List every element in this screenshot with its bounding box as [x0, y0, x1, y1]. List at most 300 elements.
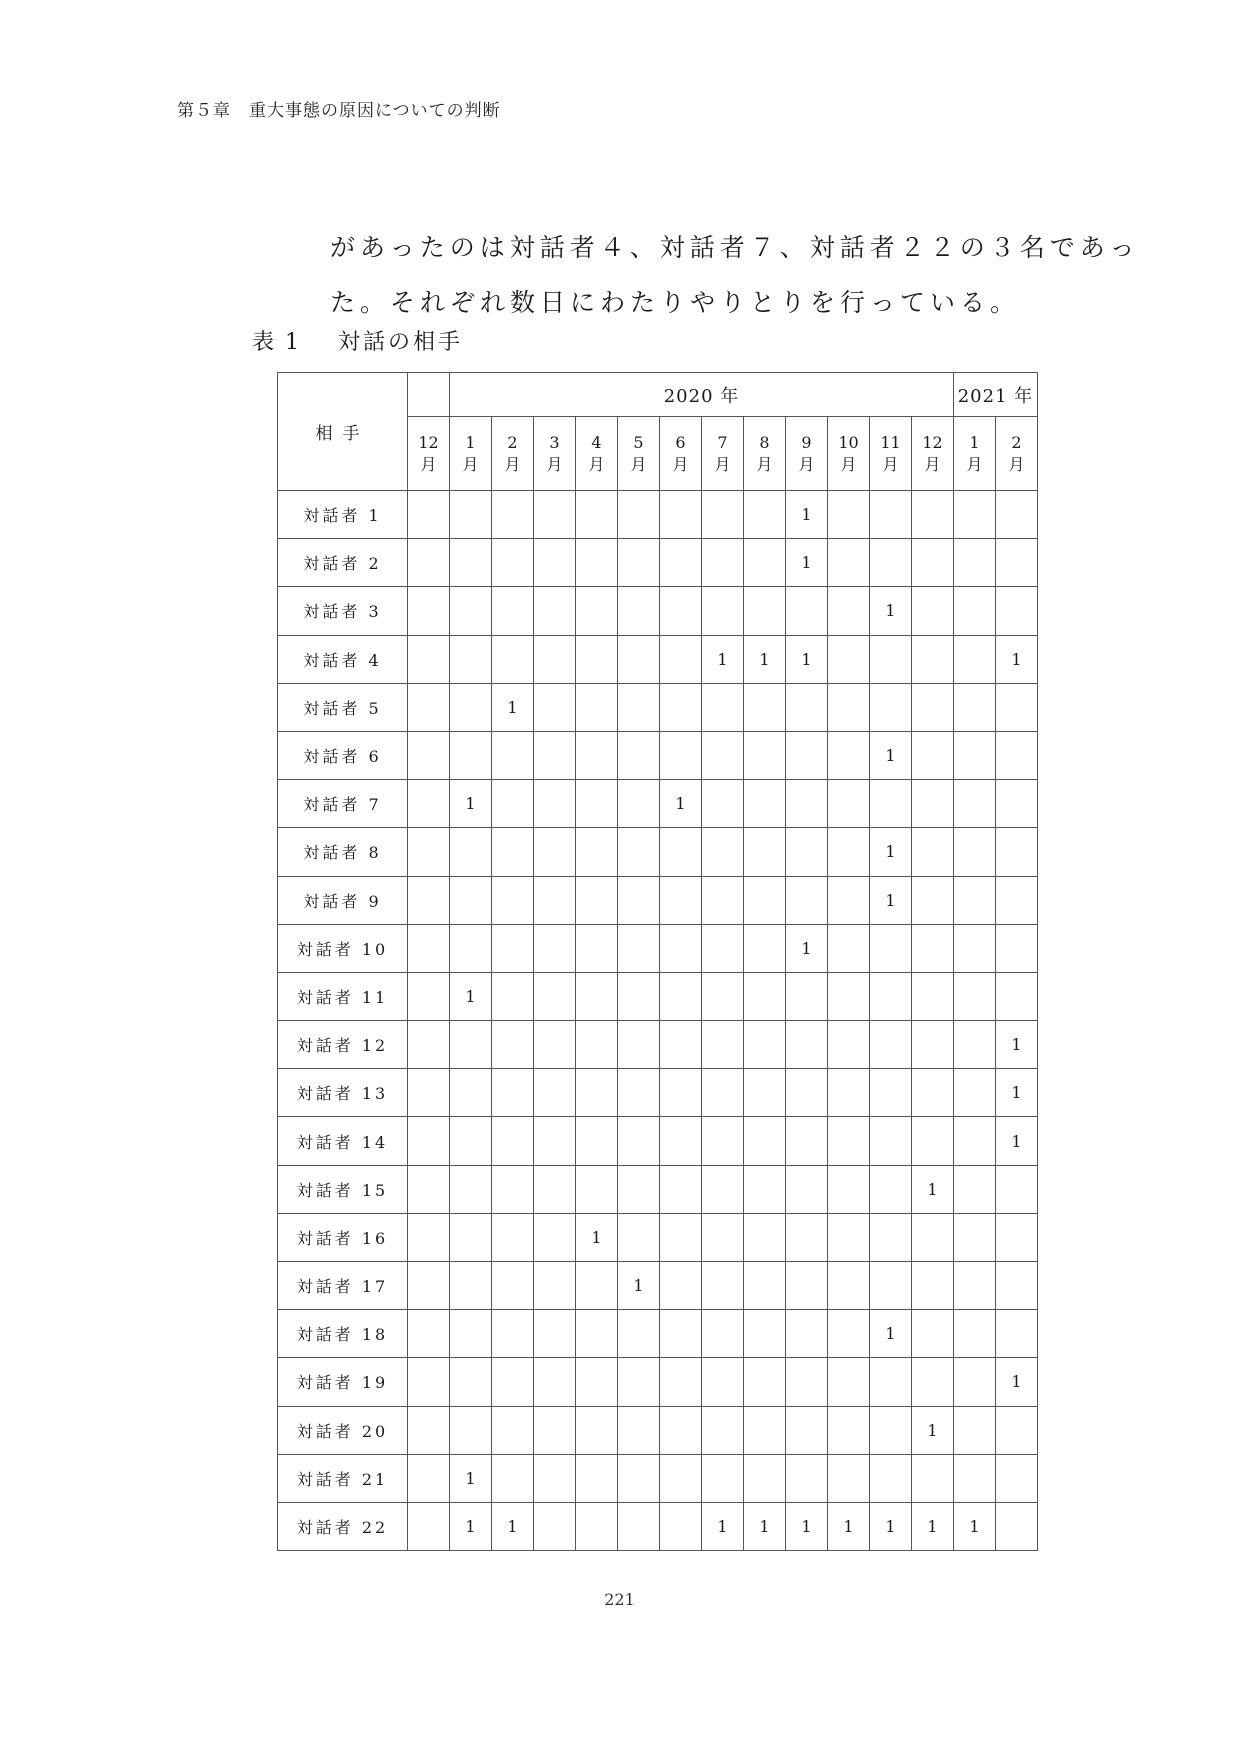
- count-cell: [870, 1262, 912, 1310]
- table-row: [278, 1213, 1038, 1261]
- count-cell: [534, 1262, 576, 1310]
- count-cell: 1: [996, 1117, 1038, 1165]
- table-row: [278, 1406, 1038, 1454]
- partner-name-cell: 対話者 16: [278, 1213, 408, 1261]
- count-cell: [996, 1406, 1038, 1454]
- partner-name-cell: 対話者 8: [278, 828, 408, 876]
- count-cell: [408, 972, 450, 1020]
- count-cell: [618, 828, 660, 876]
- count-cell: [702, 924, 744, 972]
- count-cell: [660, 1310, 702, 1358]
- count-cell: [534, 1406, 576, 1454]
- month-unit: 月: [714, 454, 731, 474]
- count-cell: [702, 972, 744, 1020]
- count-cell: [618, 1213, 660, 1261]
- count-cell: [450, 539, 492, 587]
- partner-name-cell: 対話者 12: [278, 1021, 408, 1069]
- count-cell: [576, 635, 618, 683]
- count-cell: [660, 683, 702, 731]
- month-unit: 月: [504, 454, 521, 474]
- month-unit: 月: [840, 454, 857, 474]
- count-cell: [996, 539, 1038, 587]
- count-cell: [786, 683, 828, 731]
- month-header-cell: [996, 417, 1038, 491]
- count-cell: [660, 1213, 702, 1261]
- count-cell: [534, 635, 576, 683]
- count-cell: [702, 1117, 744, 1165]
- count-cell: [618, 539, 660, 587]
- count-cell: [618, 1454, 660, 1502]
- count-cell: [534, 1502, 576, 1550]
- count-cell: 1: [870, 587, 912, 635]
- count-cell: [912, 876, 954, 924]
- count-cell: [870, 539, 912, 587]
- count-cell: [618, 780, 660, 828]
- month-header-cell: [660, 417, 702, 491]
- count-cell: [954, 1310, 996, 1358]
- count-cell: [660, 635, 702, 683]
- count-cell: [576, 828, 618, 876]
- count-cell: 1: [786, 539, 828, 587]
- count-cell: [660, 539, 702, 587]
- count-cell: [828, 1021, 870, 1069]
- month-number: 12: [922, 432, 943, 452]
- count-cell: [576, 1262, 618, 1310]
- count-cell: [996, 1262, 1038, 1310]
- count-cell: [954, 1262, 996, 1310]
- table-caption: [252, 325, 463, 356]
- count-cell: [408, 924, 450, 972]
- count-cell: [744, 1117, 786, 1165]
- year-header-cell: 2020 年: [450, 373, 954, 417]
- count-cell: [576, 924, 618, 972]
- count-cell: [828, 683, 870, 731]
- count-cell: [828, 1117, 870, 1165]
- count-cell: 1: [870, 1502, 912, 1550]
- count-cell: [450, 876, 492, 924]
- month-header-cell: [576, 417, 618, 491]
- count-cell: [828, 1069, 870, 1117]
- count-cell: [744, 876, 786, 924]
- count-cell: [492, 587, 534, 635]
- count-cell: [618, 731, 660, 779]
- count-cell: [576, 1021, 618, 1069]
- count-cell: [870, 1213, 912, 1261]
- count-cell: [744, 828, 786, 876]
- month-unit: 月: [1008, 454, 1025, 474]
- count-cell: [618, 635, 660, 683]
- count-cell: [492, 491, 534, 539]
- count-cell: [912, 828, 954, 876]
- count-cell: [660, 924, 702, 972]
- count-cell: [450, 1069, 492, 1117]
- count-cell: 1: [996, 1069, 1038, 1117]
- count-cell: [408, 1117, 450, 1165]
- table-row: [278, 1454, 1038, 1502]
- month-unit: 月: [966, 454, 983, 474]
- count-cell: [660, 1262, 702, 1310]
- month-header-cell: [870, 417, 912, 491]
- count-cell: [744, 539, 786, 587]
- count-cell: [954, 1117, 996, 1165]
- partner-name-cell: 対話者 22: [278, 1502, 408, 1550]
- month-header-cell: [744, 417, 786, 491]
- count-cell: [450, 587, 492, 635]
- count-cell: [660, 1021, 702, 1069]
- partner-name-cell: 対話者 19: [278, 1358, 408, 1406]
- count-cell: [492, 731, 534, 779]
- count-cell: [450, 1262, 492, 1310]
- count-cell: 1: [702, 1502, 744, 1550]
- count-cell: [828, 828, 870, 876]
- count-cell: [492, 1117, 534, 1165]
- count-cell: [450, 924, 492, 972]
- count-cell: [954, 683, 996, 731]
- count-cell: [744, 731, 786, 779]
- count-cell: [492, 1262, 534, 1310]
- count-cell: [408, 587, 450, 635]
- count-cell: [408, 876, 450, 924]
- partner-name-cell: 対話者 20: [278, 1406, 408, 1454]
- count-cell: [786, 1117, 828, 1165]
- count-cell: [408, 635, 450, 683]
- count-cell: [702, 539, 744, 587]
- count-cell: [828, 1358, 870, 1406]
- count-cell: [660, 828, 702, 876]
- count-cell: [618, 1358, 660, 1406]
- count-cell: [492, 924, 534, 972]
- count-cell: [576, 1310, 618, 1358]
- count-cell: [954, 1406, 996, 1454]
- count-cell: [702, 1069, 744, 1117]
- table-row: [278, 1117, 1038, 1165]
- month-unit: 月: [672, 454, 689, 474]
- month-number: 12: [418, 432, 439, 452]
- count-cell: [450, 1358, 492, 1406]
- count-cell: [996, 972, 1038, 1020]
- count-cell: 1: [450, 972, 492, 1020]
- count-cell: [534, 1454, 576, 1502]
- count-cell: [492, 1454, 534, 1502]
- count-cell: [786, 1021, 828, 1069]
- count-cell: [954, 780, 996, 828]
- month-unit: 月: [588, 454, 605, 474]
- count-cell: [576, 1069, 618, 1117]
- partner-name-cell: 対話者 4: [278, 635, 408, 683]
- count-cell: [534, 587, 576, 635]
- table-row: [278, 1165, 1038, 1213]
- month-header-cell: [492, 417, 534, 491]
- count-cell: [912, 780, 954, 828]
- count-cell: [450, 683, 492, 731]
- count-cell: 1: [870, 731, 912, 779]
- caption-title: 対話の相手: [338, 330, 464, 355]
- count-cell: [786, 1165, 828, 1213]
- count-cell: [744, 924, 786, 972]
- count-cell: [618, 587, 660, 635]
- count-cell: [828, 1310, 870, 1358]
- count-cell: [828, 731, 870, 779]
- month-unit: 月: [798, 454, 815, 474]
- count-cell: [576, 1117, 618, 1165]
- count-cell: [870, 491, 912, 539]
- month-number: 2: [1011, 432, 1022, 452]
- count-cell: [408, 1454, 450, 1502]
- count-cell: [408, 1502, 450, 1550]
- count-cell: 1: [492, 683, 534, 731]
- count-cell: [408, 1262, 450, 1310]
- count-cell: [408, 1069, 450, 1117]
- count-cell: [492, 828, 534, 876]
- count-cell: [954, 587, 996, 635]
- partner-name-cell: 対話者 13: [278, 1069, 408, 1117]
- count-cell: [828, 780, 870, 828]
- partner-name-cell: 対話者 18: [278, 1310, 408, 1358]
- count-cell: [618, 1502, 660, 1550]
- count-cell: [408, 1165, 450, 1213]
- month-header-cell: [408, 417, 450, 491]
- count-cell: [996, 1165, 1038, 1213]
- count-cell: [576, 876, 618, 924]
- count-cell: [450, 1310, 492, 1358]
- count-cell: [870, 1069, 912, 1117]
- count-cell: [408, 1310, 450, 1358]
- count-cell: [870, 1117, 912, 1165]
- count-cell: [744, 972, 786, 1020]
- count-cell: [618, 924, 660, 972]
- count-cell: [786, 828, 828, 876]
- count-cell: [744, 683, 786, 731]
- count-cell: [576, 1502, 618, 1550]
- count-cell: [996, 828, 1038, 876]
- month-unit: 月: [462, 454, 479, 474]
- count-cell: 1: [492, 1502, 534, 1550]
- count-cell: [828, 539, 870, 587]
- year-header-cell: [408, 373, 450, 417]
- count-cell: [492, 1069, 534, 1117]
- month-unit: 月: [630, 454, 647, 474]
- table-row: [278, 731, 1038, 779]
- count-cell: 1: [786, 924, 828, 972]
- count-cell: [702, 1262, 744, 1310]
- count-cell: [744, 1213, 786, 1261]
- count-cell: [996, 683, 1038, 731]
- count-cell: [702, 1165, 744, 1213]
- count-cell: [660, 1454, 702, 1502]
- month-header-cell: [618, 417, 660, 491]
- count-cell: [870, 635, 912, 683]
- count-cell: 1: [786, 635, 828, 683]
- month-header-cell: [786, 417, 828, 491]
- count-cell: [618, 683, 660, 731]
- count-cell: [828, 1262, 870, 1310]
- count-cell: 1: [744, 635, 786, 683]
- partner-name-cell: 対話者 10: [278, 924, 408, 972]
- month-unit: 月: [756, 454, 773, 474]
- count-cell: [828, 1165, 870, 1213]
- count-cell: [744, 1021, 786, 1069]
- count-cell: [450, 1165, 492, 1213]
- count-cell: [912, 1117, 954, 1165]
- count-cell: [618, 972, 660, 1020]
- count-cell: [534, 1165, 576, 1213]
- partner-name-cell: 対話者 11: [278, 972, 408, 1020]
- table-row: [278, 1262, 1038, 1310]
- count-cell: [828, 587, 870, 635]
- chapter-header: 第５章 重大事態の原因についての判断: [177, 101, 501, 121]
- count-cell: [828, 1406, 870, 1454]
- count-cell: [492, 1021, 534, 1069]
- count-cell: 1: [450, 780, 492, 828]
- count-cell: [954, 635, 996, 683]
- count-cell: 1: [744, 1502, 786, 1550]
- count-cell: [576, 683, 618, 731]
- count-cell: [954, 1454, 996, 1502]
- count-cell: [954, 731, 996, 779]
- month-number: 8: [759, 432, 770, 452]
- count-cell: 1: [660, 780, 702, 828]
- month-number: 9: [801, 432, 812, 452]
- count-cell: [660, 1069, 702, 1117]
- partner-name-cell: 対話者 14: [278, 1117, 408, 1165]
- count-cell: [492, 876, 534, 924]
- count-cell: [534, 683, 576, 731]
- count-cell: [744, 1262, 786, 1310]
- count-cell: [660, 587, 702, 635]
- count-cell: [912, 1310, 954, 1358]
- count-cell: [996, 731, 1038, 779]
- count-cell: [744, 1358, 786, 1406]
- count-cell: [408, 683, 450, 731]
- table-row: [278, 780, 1038, 828]
- count-cell: 1: [618, 1262, 660, 1310]
- count-cell: [744, 1406, 786, 1454]
- count-cell: [996, 1454, 1038, 1502]
- count-cell: [660, 1406, 702, 1454]
- count-cell: [702, 1213, 744, 1261]
- table-row: [278, 924, 1038, 972]
- partner-name-cell: 対話者 17: [278, 1262, 408, 1310]
- count-cell: [702, 683, 744, 731]
- count-cell: [828, 1454, 870, 1502]
- month-number: 2: [507, 432, 518, 452]
- count-cell: [534, 1358, 576, 1406]
- month-header-cell: [702, 417, 744, 491]
- count-cell: [828, 972, 870, 1020]
- table-row: [278, 683, 1038, 731]
- month-unit: 月: [546, 454, 563, 474]
- count-cell: [870, 780, 912, 828]
- partner-name-cell: 対話者 9: [278, 876, 408, 924]
- count-cell: [534, 731, 576, 779]
- count-cell: [870, 1358, 912, 1406]
- count-cell: [702, 1406, 744, 1454]
- count-cell: [702, 1021, 744, 1069]
- month-number: 10: [838, 432, 859, 452]
- count-cell: [618, 491, 660, 539]
- count-cell: [954, 828, 996, 876]
- count-cell: [450, 731, 492, 779]
- count-cell: [954, 491, 996, 539]
- table-row: [278, 635, 1038, 683]
- count-cell: [618, 1069, 660, 1117]
- month-header-cell: [534, 417, 576, 491]
- year-header-row: [278, 373, 1038, 417]
- count-cell: [786, 876, 828, 924]
- count-cell: [996, 587, 1038, 635]
- count-cell: [492, 1213, 534, 1261]
- table-row: [278, 972, 1038, 1020]
- count-cell: [576, 972, 618, 1020]
- count-cell: [870, 972, 912, 1020]
- partner-name-cell: 対話者 1: [278, 491, 408, 539]
- count-cell: [954, 1213, 996, 1261]
- count-cell: [660, 972, 702, 1020]
- count-cell: [828, 924, 870, 972]
- count-cell: [744, 1069, 786, 1117]
- count-cell: [492, 1310, 534, 1358]
- count-cell: [492, 972, 534, 1020]
- count-cell: [618, 1165, 660, 1213]
- count-cell: [534, 491, 576, 539]
- count-cell: [450, 1213, 492, 1261]
- count-cell: [660, 1358, 702, 1406]
- month-number: 1: [969, 432, 980, 452]
- month-unit: 月: [420, 454, 437, 474]
- month-number: 11: [880, 432, 901, 452]
- count-cell: [492, 1165, 534, 1213]
- count-cell: [450, 1406, 492, 1454]
- count-cell: [786, 1213, 828, 1261]
- count-cell: [408, 491, 450, 539]
- count-cell: [954, 972, 996, 1020]
- count-cell: [576, 780, 618, 828]
- count-cell: [492, 635, 534, 683]
- count-cell: [870, 1406, 912, 1454]
- count-cell: [912, 539, 954, 587]
- year-header-cell: 2021 年: [954, 373, 1038, 417]
- table-row: [278, 491, 1038, 539]
- table-row: [278, 587, 1038, 635]
- count-cell: [828, 876, 870, 924]
- month-number: 6: [675, 432, 686, 452]
- count-cell: 1: [870, 876, 912, 924]
- count-cell: [702, 780, 744, 828]
- count-cell: [534, 780, 576, 828]
- count-cell: [408, 828, 450, 876]
- count-cell: [534, 924, 576, 972]
- count-cell: [870, 1454, 912, 1502]
- count-cell: [492, 539, 534, 587]
- count-cell: [450, 1117, 492, 1165]
- count-cell: [870, 924, 912, 972]
- count-cell: 1: [576, 1213, 618, 1261]
- count-cell: [702, 491, 744, 539]
- month-number: 1: [465, 432, 476, 452]
- count-cell: 1: [996, 1358, 1038, 1406]
- caption-label: 表: [252, 330, 278, 355]
- count-cell: [786, 1069, 828, 1117]
- count-cell: [534, 1117, 576, 1165]
- count-cell: 1: [450, 1454, 492, 1502]
- count-cell: [912, 1262, 954, 1310]
- count-cell: [744, 587, 786, 635]
- month-number: 7: [717, 432, 728, 452]
- count-cell: [912, 972, 954, 1020]
- count-cell: [702, 1358, 744, 1406]
- count-cell: [828, 635, 870, 683]
- partner-header: 相手: [278, 373, 408, 491]
